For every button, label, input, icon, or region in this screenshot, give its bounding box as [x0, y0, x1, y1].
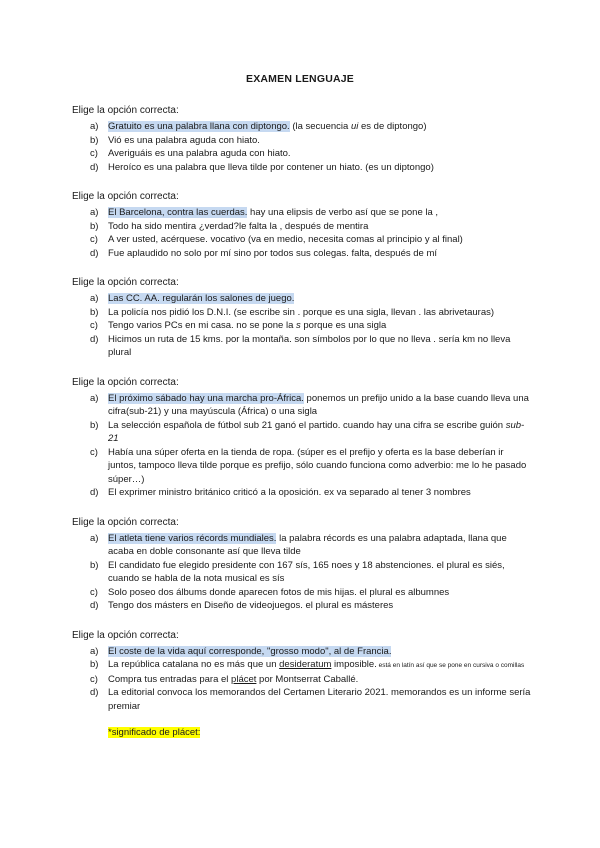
option-comment: cuando hay una cifra se escribe guión [340, 419, 506, 431]
option-text: El Barcelona, contra las cuerdas. [108, 207, 248, 218]
options-list [72, 120, 534, 174]
question-1 [72, 104, 534, 174]
option-d: d) Hicimos un ruta de 15 kms. por la montaña. son símbolos por lo que no lleva . sería km no lleva plural [90, 333, 511, 358]
option-text: La selección española de fútbol sub 21 ganó el partido. [108, 419, 341, 431]
option-d: d) Tengo dos másters en Diseño de videojuegos. el plural es másteres [90, 600, 394, 611]
option-a: a) El coste de la vida aquí corresponde, "grosso modo", al de Francia. [90, 645, 392, 657]
option-comment: el plural es siés, cuando se habla de la nota musical es sís [108, 559, 505, 584]
option-d: d) Fue aplaudido no solo por mí sino por todos sus colegas. falta, después de mí [90, 247, 438, 259]
options-list [72, 392, 534, 500]
option-comment: ex va separado al tener 3 nombres [321, 487, 471, 498]
question-3 [72, 276, 534, 360]
option-b: b) El candidato fue elegido presidente con 167 sís, 165 noes y 18 abstenciones. el plural es siés, cuando se habla de la nota musical es sís [90, 559, 505, 584]
question-prompt: Elige la opción correcta: [72, 516, 179, 528]
option-c: c) A ver usted, acérquese. vocativo (va en medio, necesita comas al principio y al final) [90, 234, 463, 245]
option-text: El exprimer ministro británico criticó a la oposición. [108, 487, 322, 498]
option-comment: (se escribe sin . porque es una sigla, llevan . las abrivetauras) [231, 306, 495, 318]
option-text: El atleta tiene varios récords mundiales. [108, 532, 277, 544]
option-text: Solo poseo dos álbums donde aparecen fotos de mis hijas. [108, 586, 357, 598]
option-c: c) Averiguáis es una palabra aguda con hiato. [90, 148, 291, 159]
option-comment: le falta la , después de mentira [238, 220, 369, 232]
option-d: d) Heroíco es una palabra que lleva tilde por contener un hiato. (es un diptongo) [90, 161, 434, 173]
option-comment: es de diptongo) [358, 121, 427, 132]
question-prompt: Elige la opción correcta: [72, 191, 179, 202]
option-c: c) Compra tus entradas para el plácet por Montserrat Caballé. [90, 673, 359, 685]
option-b: b) La selección española de fútbol sub 21 ganó el partido. cuando hay una cifra se escribe guión sub-21 [90, 419, 525, 444]
options-list [72, 532, 534, 613]
option-b: b) La policía nos pidió los D.N.I. (se escribe sin . porque es una sigla, llevan . las abrivetauras) [90, 306, 495, 318]
option-text: La policía nos pidió los D.N.I. [108, 306, 232, 318]
option-text: imposible. [331, 659, 377, 670]
option-comment: ui [350, 121, 359, 132]
option-comment: ponemos un prefijo unido a la base cuando lleva una cifra(sub-21) y una mayúscula (África) o una sigla [108, 392, 529, 417]
options-list [72, 292, 534, 360]
option-text: La editorial convoca los memorandos del Certamen Literario 2021. [108, 687, 389, 698]
option-a: a) Las CC. AA. regularán los salones de juego. [90, 293, 295, 304]
option-comment: el plural es másteres [302, 600, 394, 611]
option-text: plácet [231, 673, 257, 685]
question-4 [72, 376, 534, 500]
question-prompt: Elige la opción correcta: [72, 376, 179, 388]
option-text: A ver usted, acérquese. [108, 234, 208, 245]
option-comment: son símbolos por lo que no lleva . sería km no lleva plural [108, 333, 511, 358]
option-comment: porque es una sigla [300, 320, 387, 331]
option-c: c) Tengo varios PCs en mi casa. no se pone la s porque es una sigla [90, 320, 387, 331]
option-comment: no se pone la [233, 320, 296, 331]
option-text: Averiguáis es una palabra aguda con hiato. [108, 148, 291, 159]
option-text: Compra tus entradas para el [108, 673, 232, 685]
option-text: desideratum [279, 659, 332, 670]
options-list [72, 645, 534, 714]
option-comment: memorandos es un informe sería premiar [108, 687, 531, 712]
option-c: c) Solo poseo dos álbums donde aparecen fotos de mis hijas. el plural es albumnes [90, 586, 450, 598]
option-text: Hicimos un ruta de 15 kms. por la montaña. [108, 333, 292, 345]
option-d: d) La editorial convoca los memorandos del Certamen Literario 2021. memorandos es un informe sería premiar [90, 687, 531, 712]
option-text: por Montserrat Caballé. [256, 673, 359, 685]
option-comment: (súper es el prefijo y oferta es la base deberían ir juntos, tampoco lleva tilde porque es prefijo, sólo cuando funciona como adverbio: me lo he pasado súper…) [108, 446, 527, 485]
option-text: El candidato fue elegido presidente con 167 sís, 165 noes y 18 abstenciones. [108, 559, 434, 571]
option-c: c) Había una súper oferta en la tienda de ropa. (súper es el prefijo y oferta es la base deberían ir juntos, tampoco lleva tilde porque es prefijo, sólo cuando funciona como adverbio: me lo he pasado súper…) [90, 446, 527, 485]
options-list [72, 206, 534, 260]
question-prompt: Elige la opción correcta: [72, 277, 179, 288]
option-comment: la palabra récords es una palabra adaptada, llana que acaba en doble consonante así que lleva tilde [108, 532, 507, 557]
option-text: Había una súper oferta en la tienda de ropa. [108, 446, 295, 458]
option-comment: (la secuencia [289, 121, 351, 132]
option-a: a) El atleta tiene varios récords mundiales. la palabra récords es una palabra adaptada, llana que acaba en doble consonante así que lleva tilde [90, 532, 507, 557]
option-text: Gratuito es una palabra llana con diptongo. [108, 121, 290, 132]
option-text: Las CC. AA. regularán los salones de juego. [108, 293, 295, 304]
option-text: Tengo varios PCs en mi casa. [108, 320, 234, 331]
question-6 [72, 629, 534, 740]
option-b: b) Vió es una palabra aguda con hiato. [90, 134, 260, 146]
question-prompt: Elige la opción correcta: [72, 105, 179, 116]
option-comment: está en latín así que se pone en cursiva o comillas [376, 662, 525, 669]
option-text: Todo ha sido mentira ¿verdad? [108, 220, 239, 232]
option-text: Tengo dos másters en Diseño de videojuegos. [108, 600, 303, 611]
question-prompt: Elige la opción correcta: [72, 629, 179, 641]
option-b: b) Todo ha sido mentira ¿verdad?le falta la , después de mentira [90, 220, 369, 232]
option-a: a) El próximo sábado hay una marcha pro-África. ponemos un prefijo unido a la base cuando lleva una cifra(sub-21) y una mayúscula (África) o una sigla [90, 392, 529, 417]
option-comment: hay una elipsis de verbo así que se pone la , [247, 207, 439, 218]
exam-title: EXAMEN LENGUAJE [245, 73, 354, 85]
option-text: La república catalana no es más que un [108, 659, 280, 670]
option-a: a) El Barcelona, contra las cuerdas. hay una elipsis de verbo así que se pone la , [90, 207, 439, 218]
option-text: Vió es una palabra aguda con hiato. [108, 134, 260, 146]
option-comment: vocativo (va en medio, necesita comas al principio y al final) [207, 234, 463, 245]
option-text: El coste de la vida aquí corresponde, "grosso modo", al de Francia. [108, 645, 392, 657]
option-d: d) El exprimer ministro británico criticó a la oposición. ex va separado al tener 3 nombres [90, 487, 471, 498]
option-text: Heroíco es una palabra que lleva tilde por contener un hiato. [108, 161, 363, 173]
option-a: a) Gratuito es una palabra llana con diptongo. (la secuencia ui es de diptongo) [90, 121, 427, 132]
option-comment: sub-21 [108, 419, 525, 444]
annotation-note: *significado de plácet: [108, 727, 201, 738]
question-5 [72, 516, 534, 613]
option-text: El próximo sábado hay una marcha pro-África. [108, 392, 304, 404]
option-comment: s [296, 320, 301, 331]
question-2 [72, 190, 534, 260]
option-b: b) La república catalana no es más que un desideratum imposible. está en latín así que se pone en cursiva o comillas [90, 659, 525, 670]
option-comment: el plural es albumnes [356, 586, 450, 598]
option-comment: (es un diptongo) [362, 161, 434, 173]
option-comment: falta, después de mí [348, 247, 438, 259]
question-list [72, 104, 534, 755]
option-text: Fue aplaudido no solo por mí sino por todos sus colegas. [108, 247, 349, 259]
